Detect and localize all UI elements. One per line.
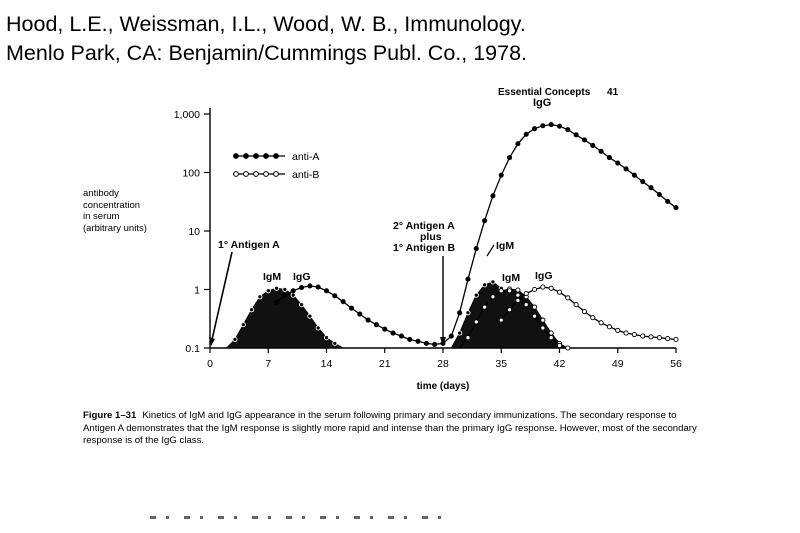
data-point (483, 305, 487, 309)
data-point (308, 314, 312, 318)
x-tick-label: 49 (611, 358, 624, 370)
data-point (516, 298, 520, 302)
data-point (599, 149, 603, 153)
data-point (291, 293, 295, 297)
y-tick-label: 0.1 (185, 343, 200, 355)
data-point (591, 316, 595, 320)
data-point (641, 334, 645, 338)
data-point (333, 294, 337, 298)
igm-pointer (487, 245, 494, 256)
legend-marker (244, 172, 249, 177)
data-point (649, 335, 653, 339)
data-point (491, 295, 495, 299)
data-point (283, 293, 287, 297)
data-point (366, 318, 370, 322)
data-point (241, 323, 245, 327)
figure-caption (83, 410, 703, 448)
data-point (607, 325, 611, 329)
data-point (266, 289, 270, 293)
data-point (324, 289, 328, 293)
data-point (466, 336, 470, 340)
data-point (274, 286, 278, 290)
data-point (516, 288, 520, 292)
x-axis-title: time (days) (416, 381, 470, 392)
data-point (507, 308, 511, 312)
data-point (524, 292, 528, 296)
data-point (632, 332, 636, 336)
legend-label: anti-B (292, 169, 320, 181)
annotation-label: IgG (293, 271, 311, 283)
data-point (299, 303, 303, 307)
data-point (374, 323, 378, 327)
x-tick-label: 42 (553, 358, 566, 370)
data-point (541, 318, 545, 322)
annotation-label: IgM (263, 271, 282, 283)
data-point (524, 303, 528, 307)
data-point (541, 285, 545, 289)
data-point (674, 337, 678, 341)
x-tick-label: 28 (437, 358, 449, 370)
data-point (341, 300, 345, 304)
data-point (582, 309, 586, 313)
data-point (291, 289, 295, 293)
x-tick-label: 14 (320, 358, 333, 370)
data-point (491, 194, 495, 198)
annotation-label: plus (420, 231, 442, 243)
legend-marker (274, 172, 279, 177)
page-edge-artifact (150, 516, 450, 519)
data-point (458, 311, 462, 315)
data-point (574, 303, 578, 307)
data-point (499, 318, 503, 322)
data-point (566, 346, 570, 350)
data-point (424, 341, 428, 345)
x-tick-label: 0 (207, 358, 213, 370)
y-tick-label: 10 (188, 226, 200, 238)
annotation-label: 1° Antigen A (218, 239, 280, 251)
y-axis-label-line: concentration (83, 199, 141, 211)
y-axis-label-line: in serum (83, 211, 120, 222)
data-point (507, 289, 511, 293)
legend-label: anti-A (292, 151, 320, 163)
data-point (599, 321, 603, 325)
data-point (391, 331, 395, 335)
x-tick-label: 35 (495, 358, 508, 370)
citation-line-1: Hood, L.E., Weissman, I.L., Wood, W. B., Immunology. (6, 12, 526, 36)
annotation-label: IgG (535, 270, 553, 282)
legend-marker (274, 154, 279, 159)
legend-marker (244, 154, 249, 159)
data-point (532, 314, 536, 318)
data-point (524, 132, 528, 136)
data-point (649, 186, 653, 190)
data-point (591, 143, 595, 147)
data-point (408, 337, 412, 341)
data-point (541, 326, 545, 330)
data-point (616, 161, 620, 165)
data-point (566, 296, 570, 300)
data-point (449, 334, 453, 338)
data-point (499, 289, 503, 293)
data-point (557, 343, 561, 347)
citation-line-2: Menlo Park, CA: Benjamin/Cummings Publ. Co., 1978. (6, 41, 528, 65)
data-point (549, 122, 553, 126)
data-point (566, 128, 570, 132)
y-tick-label: 100 (182, 167, 200, 180)
y-tick-label: 1 (194, 284, 200, 297)
annotation-label: IgM (496, 240, 515, 252)
data-point (474, 293, 478, 297)
data-point (516, 293, 520, 297)
y-axis-label-line: antibody (83, 188, 119, 199)
data-point (674, 206, 678, 210)
data-point (616, 328, 620, 332)
data-point (466, 277, 470, 281)
data-point (316, 326, 320, 330)
data-point (574, 133, 578, 137)
data-point (557, 290, 561, 294)
data-point (507, 155, 511, 159)
data-point (624, 167, 628, 171)
legend-marker (254, 154, 259, 159)
data-point (333, 341, 337, 345)
data-point (641, 179, 645, 183)
figure-label: Figure 1–31 (83, 410, 137, 421)
data-point (308, 284, 312, 288)
data-point (491, 280, 495, 284)
data-point (549, 286, 553, 290)
x-tick-label: 56 (670, 358, 682, 370)
data-point (474, 320, 478, 324)
legend-marker (264, 154, 269, 159)
data-point (557, 124, 561, 128)
data-point (258, 295, 262, 299)
data-point (274, 300, 278, 304)
data-point (532, 287, 536, 291)
data-point (666, 336, 670, 340)
data-point (233, 337, 237, 341)
caption-text: Kinetics of IgM and IgG appearance in the serum following primary and secondary immunizations. The secondary response to Antigen A demonstrates that the IgM response is slightly more rapid and intense than the primary IgG response. However, most of the secondary response is of the IgG class. (83, 410, 697, 446)
page-number: 41 (607, 87, 619, 98)
x-tick-label: 7 (265, 358, 272, 370)
annotation-label: IgG (533, 97, 552, 109)
data-point (283, 287, 287, 291)
legend-marker (234, 154, 239, 159)
data-point (458, 331, 462, 335)
data-point (483, 283, 487, 287)
data-point (549, 331, 553, 335)
data-point (416, 339, 420, 343)
y-tick-label: 1,000 (173, 109, 200, 121)
data-point (474, 247, 478, 251)
data-point (549, 336, 553, 340)
x-tick-label: 21 (378, 358, 391, 370)
legend-marker (254, 172, 259, 177)
data-point (582, 138, 586, 142)
section-title: Essential Concepts (498, 87, 591, 98)
annotation-label: IgM (502, 272, 521, 284)
annotation-label: 1° Antigen B (393, 242, 456, 254)
data-point (383, 327, 387, 331)
data-point (250, 308, 254, 312)
data-point (532, 127, 536, 131)
data-point (532, 305, 536, 309)
data-point (349, 306, 353, 310)
data-point (499, 173, 503, 177)
data-point (657, 336, 661, 340)
data-point (666, 199, 670, 203)
data-point (399, 334, 403, 338)
data-point (466, 311, 470, 315)
legend-marker (264, 172, 269, 177)
data-point (299, 285, 303, 289)
data-point (632, 173, 636, 177)
y-axis-label-line: (arbitrary units) (83, 222, 147, 234)
data-point (358, 312, 362, 316)
data-point (433, 342, 437, 346)
data-point (657, 192, 661, 196)
annotation-label: 2° Antigen A (393, 220, 455, 232)
data-point (607, 155, 611, 159)
data-point (541, 124, 545, 128)
data-point (624, 331, 628, 335)
arrow-primary-injection (211, 252, 232, 344)
data-point (483, 219, 487, 223)
data-point (516, 142, 520, 146)
legend-marker (234, 172, 239, 177)
data-point (316, 285, 320, 289)
data-point (324, 336, 328, 340)
